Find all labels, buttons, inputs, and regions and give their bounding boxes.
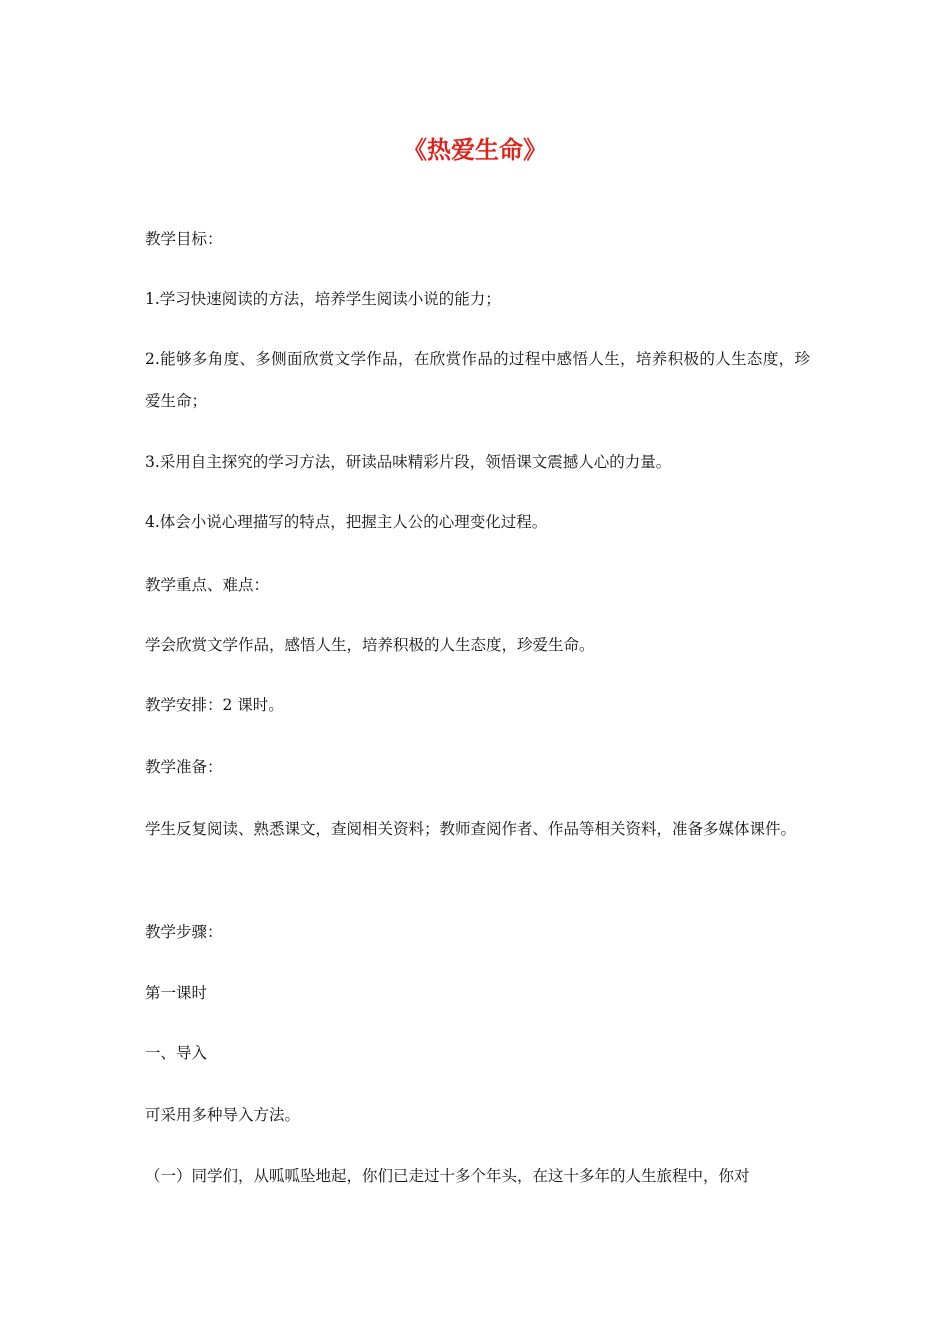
objective-item-1: 1.学习快速阅读的方法，培养学生阅读小说的能力； [145,290,501,308]
lesson-one-heading: 第一课时 [145,984,208,1002]
step-one-heading: 一、导入 [145,1044,208,1062]
schedule-text: 教学安排：2 课时。 [145,696,284,714]
step-one-text: 可采用多种导入方法。 [145,1106,301,1124]
step-one-subitem: （一）同学们，从呱呱坠地起，你们已走过十多个年头，在这十多年的人生旅程中，你对 [145,1167,750,1185]
objective-item-2: 2.能够多角度、多侧面欣赏文学作品，在欣赏作品的过程中感悟人生，培养积极的人生态度，珍爱生命； [145,350,810,410]
section-heading-steps: 教学步骤： [145,923,223,941]
section-heading-objectives: 教学目标： [145,230,223,248]
objective-item-4: 4.体会小说心理描写的特点，把握主人公的心理变化过程。 [145,513,548,531]
preparation-text: 学生反复阅读、熟悉课文，查阅相关资料；教师查阅作者、作品等相关资料，准备多媒体课件。 [145,820,797,838]
section-heading-preparation: 教学准备： [145,758,223,776]
section-heading-key-points: 教学重点、难点： [145,576,270,594]
document-title: 《热爱生命》 [403,135,547,164]
objective-item-3: 3.采用自主探究的学习方法，研读品味精彩片段，领悟课文震撼人心的力量。 [145,453,672,471]
key-points-text: 学会欣赏文学作品，感悟人生，培养积极的人生态度，珍爱生命。 [145,636,595,654]
